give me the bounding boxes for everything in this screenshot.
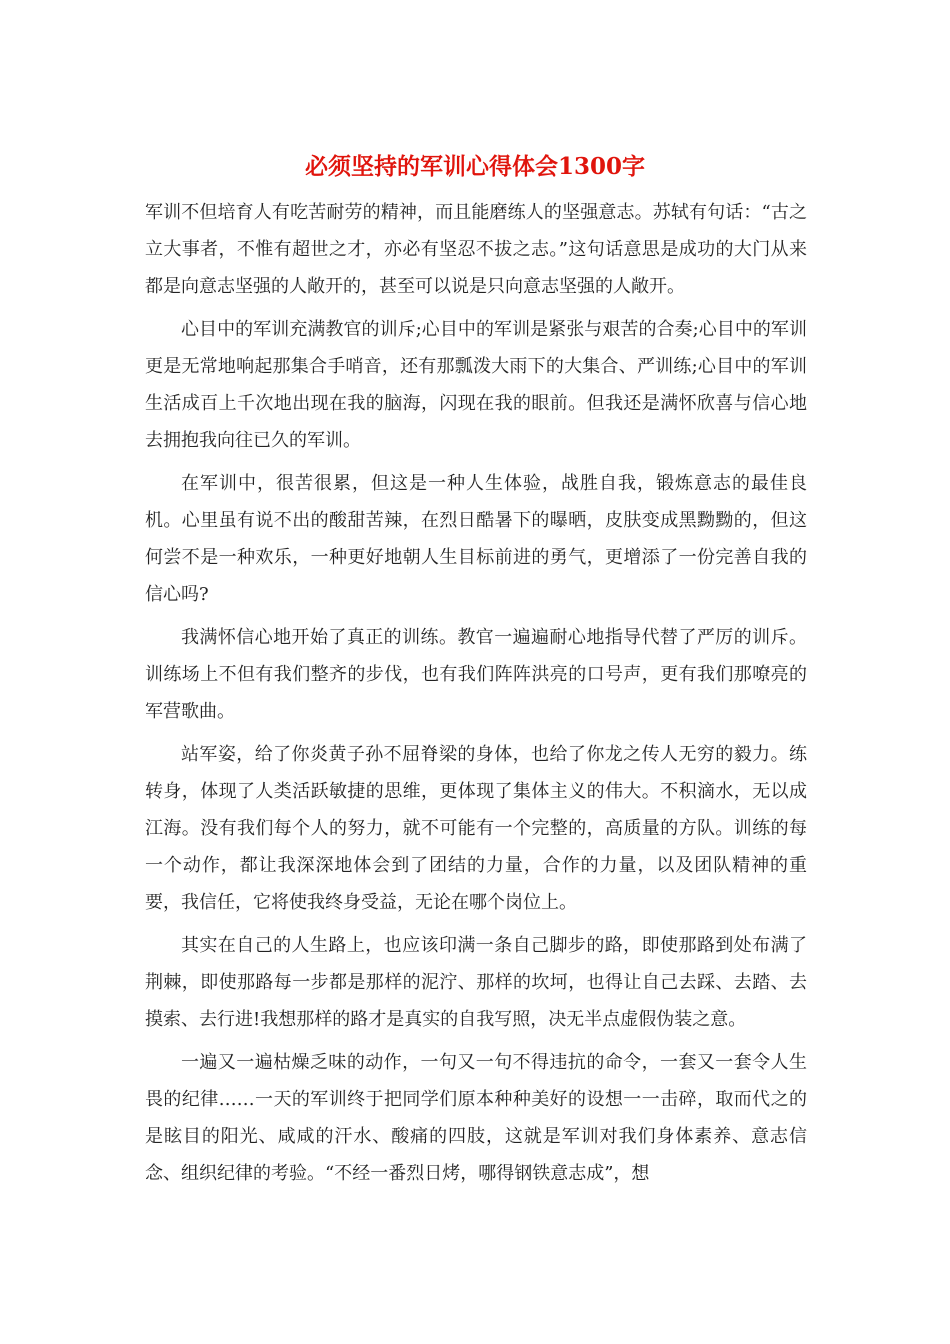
- paragraph-1: 军训不但培育人有吃苦耐劳的精神，而且能磨练人的坚强意志。苏轼有句话：“古之立大事者，不惟有超世之才，亦必有坚忍不拔之志。”这句话意思是成功的大门从来都是向意志坚强的人敞开的，甚至可以说是只向意志坚强的人敞开。: [145, 202, 807, 297]
- document-title: 必须坚持的军训心得体会1300字: [304, 153, 645, 180]
- paragraph-4: 我满怀信心地开始了真正的训练。教官一遍遍耐心地指导代替了严厉的训斥。训练场上不但有我们整齐的步伐，也有我们阵阵洪亮的口号声，更有我们那嘹亮的军营歌曲。: [145, 627, 807, 722]
- paragraph-7: 一遍又一遍枯燥乏味的动作，一句又一句不得违抗的命令，一套又一套令人生畏的纪律……一天的军训终于把同学们原本种种美好的设想一一击碎，取而代之的是眩目的阳光、咸咸的汗水、酸痛的四肢，这就是军训对我们身体素养、意志信念、组织纪律的考验。“不经一番烈日烤，哪得钢铁意志成”，想: [145, 1052, 807, 1184]
- paragraph-6: 其实在自己的人生路上，也应该印满一条自己脚步的路，即使那路到处布满了荆棘，即使那路每一步都是那样的泥泞、那样的坎坷，也得让自己去踩、去踏、去摸索、去行进!我想那样的路才是真实的自我写照，决无半点虚假伪装之意。: [145, 935, 807, 1030]
- paragraph-3: 在军训中，很苦很累，但这是一种人生体验，战胜自我，锻炼意志的最佳良机。心里虽有说不出的酸甜苦辣，在烈日酷暑下的曝晒，皮肤变成黑黝黝的，但这何尝不是一种欢乐，一种更好地朝人生目标前进的勇气，更增添了一份完善自我的信心吗?: [145, 473, 807, 605]
- paragraph-2: 心目中的军训充满教官的训斥;心目中的军训是紧张与艰苦的合奏;心目中的军训更是无常地响起那集合手哨音，还有那瓢泼大雨下的大集合、严训练;心目中的军训生活成百上千次地出现在我的脑海，闪现在我的眼前。但我还是满怀欣喜与信心地去拥抱我向往已久的军训。: [145, 319, 807, 451]
- paragraph-5: 站军姿，给了你炎黄子孙不屈脊梁的身体，也给了你龙之传人无穷的毅力。练转身，体现了人类活跃敏捷的思维，更体现了集体主义的伟大。不积滴水，无以成江海。没有我们每个人的努力，就不可能有一个完整的，高质量的方队。训练的每一个动作，都让我深深地体会到了团结的力量，合作的力量，以及团队精神的重要，我信任，它将使我终身受益，无论在哪个岗位上。: [145, 744, 807, 913]
- document-body: [145, 194, 807, 1198]
